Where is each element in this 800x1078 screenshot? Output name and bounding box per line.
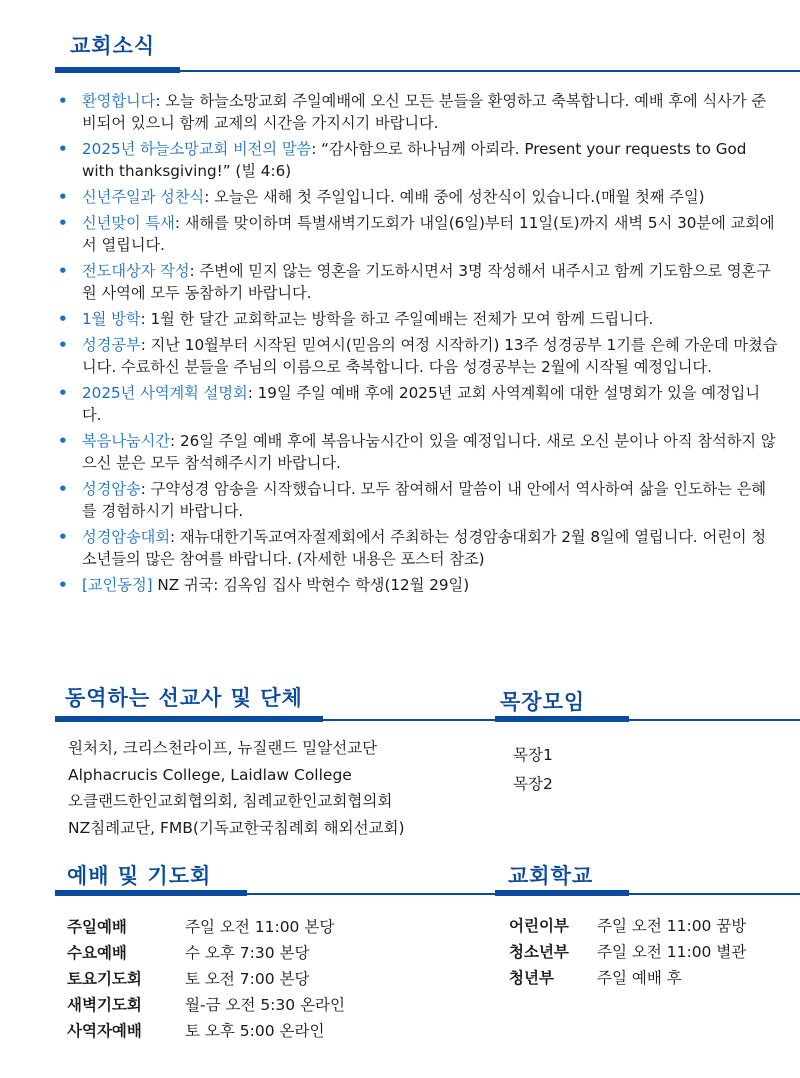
news-item-text: : 지난 10월부터 시작된 믿여시(믿음의 여정 시작하기) 13주 성경공부 1기를 은혜 가운데 마쳤습니다. 수료하신 분들을 주님의 이름으로 축복합니다. 다음 성경공부는 2월에 시작될 예정입니다. <box>82 336 778 376</box>
news-list <box>58 90 778 600</box>
news-item-heading: 복음나눔시간 <box>82 432 171 450</box>
news-item-heading: [교인동정] <box>82 576 153 594</box>
missions-rule-accent <box>55 716 323 722</box>
news-item <box>58 478 778 522</box>
worship-value: 토 오후 5:00 온라인 <box>185 1022 325 1040</box>
news-item-text: : 1월 한 달간 교회학교는 방학을 하고 주일예배는 전체가 모여 함께 드립니다. <box>140 310 654 328</box>
worship-row <box>67 966 345 992</box>
bullet-icon: • <box>58 480 68 498</box>
worship-label: 사역자예배 <box>67 1022 142 1040</box>
news-item-text: NZ 귀국: 김옥임 집사 박현수 학생(12월 29일) <box>152 576 470 594</box>
news-item <box>58 260 778 304</box>
school-title: 교회학교 <box>508 864 594 888</box>
bullet-icon: • <box>58 92 68 110</box>
cell-item: 목장2 <box>513 775 553 793</box>
school-row <box>509 965 746 991</box>
news-item-heading: 전도대상자 작성 <box>82 262 190 280</box>
worship-label: 새벽기도회 <box>67 996 142 1014</box>
school-label: 청소년부 <box>509 943 569 961</box>
mission-item: NZ침례교단, FMB(기독교한국침례회 해외선교회) <box>68 818 405 837</box>
news-item-text: : 주변에 믿지 않는 영혼을 기도하시면서 3명 작성해서 내주시고 함께 기도함으로 영혼구원 사역에 모두 동참하기 바랍니다. <box>82 262 771 302</box>
news-item-text: : 재뉴대한기독교여자절제회에서 주최하는 성경암송대회가 2월 8일에 열립니다. 어린이 청소년들의 많은 참여를 바랍니다. (자세한 내용은 포스터 참조) <box>82 528 767 568</box>
worship-label: 수요예배 <box>67 944 127 962</box>
news-item <box>58 186 778 208</box>
missions-title: 동역하는 선교사 및 단체 <box>65 686 303 710</box>
worship-schedule <box>67 914 345 1044</box>
news-item <box>58 138 778 182</box>
news-title: 교회소식 <box>70 34 156 58</box>
school-schedule <box>509 913 746 991</box>
worship-value: 수 오후 7:30 본당 <box>185 944 310 962</box>
school-value: 주일 오전 11:00 별관 <box>597 943 747 961</box>
worship-row <box>67 992 345 1018</box>
bullet-icon: • <box>58 262 68 280</box>
news-item-heading: 성경공부 <box>82 336 141 354</box>
worship-row <box>67 914 345 940</box>
news-item <box>58 574 778 596</box>
news-item <box>58 526 778 570</box>
school-row <box>509 913 746 939</box>
bullet-icon: • <box>58 310 68 328</box>
news-item <box>58 212 778 256</box>
news-item-heading: 신년주일과 성찬식 <box>82 188 205 206</box>
news-item-text: : 26일 주일 예배 후에 복음나눔시간이 있을 예정입니다. 새로 오신 분이나 아직 참석하지 않으신 분은 모두 참석해주시기 바랍니다. <box>82 432 776 472</box>
bullet-icon: • <box>58 384 68 402</box>
news-item <box>58 90 778 134</box>
news-item-text: : 오늘은 새해 첫 주일입니다. 예배 중에 성찬식이 있습니다.(매월 첫째 주일) <box>204 188 705 206</box>
worship-rule-accent <box>55 890 247 896</box>
news-item <box>58 334 778 378</box>
bullet-icon: • <box>58 528 68 546</box>
news-item <box>58 308 778 330</box>
worship-row <box>67 940 345 966</box>
worship-title: 예배 및 기도회 <box>67 864 212 888</box>
cell-item: 목장1 <box>513 746 553 764</box>
bullet-icon: • <box>58 432 68 450</box>
news-item-heading: 신년맞이 특새 <box>82 214 175 232</box>
news-item-heading: 2025년 하늘소망교회 비전의 말씀 <box>82 140 312 158</box>
cell-list <box>513 741 553 799</box>
school-value: 주일 예배 후 <box>597 969 682 987</box>
news-item-text: : “감사함으로 하나님께 아뢰라. Present your requests to God with thanksgiving!” (빌 4:6) <box>82 140 747 180</box>
news-item-heading: 성경암송 <box>82 480 141 498</box>
worship-value: 주일 오전 11:00 본당 <box>185 918 335 936</box>
school-row <box>509 939 746 965</box>
missions-list <box>68 735 405 841</box>
worship-value: 월-금 오전 5:30 온라인 <box>185 996 345 1014</box>
news-item <box>58 382 778 426</box>
news-item-text: : 오늘 하늘소망교회 주일예배에 오신 모든 분들을 환영하고 축복합니다. 예배 후에 식사가 준비되어 있으니 함께 교제의 시간을 가지시기 바랍니다. <box>82 92 767 132</box>
news-item-text: : 19일 주일 예배 후에 2025년 교회 사역계획에 대한 설명회가 있을 예정입니다. <box>82 384 761 424</box>
school-rule-accent <box>495 890 629 896</box>
news-item-heading: 2025년 사역계획 설명회 <box>82 384 248 402</box>
bullet-icon: • <box>58 214 68 232</box>
worship-row <box>67 1018 345 1044</box>
bullet-icon: • <box>58 140 68 158</box>
news-rule-accent <box>55 67 180 73</box>
mission-item: 원처치, 크리스천라이프, 뉴질랜드 밀알선교단 <box>68 739 378 757</box>
news-item <box>58 430 778 474</box>
mission-item: 오클랜드한인교회협의회, 침례교한인교회협의회 <box>68 792 393 810</box>
cell-title: 목장모임 <box>500 690 586 714</box>
worship-value: 토 오전 7:00 본당 <box>185 970 310 988</box>
mission-item: Alphacrucis College, Laidlaw College <box>68 765 352 784</box>
news-item-text: : 구약성경 암송을 시작했습니다. 모두 참여해서 말씀이 내 안에서 역사하여 삶을 인도하는 은혜를 경험하시기 바랍니다. <box>82 480 767 520</box>
bullet-icon: • <box>58 188 68 206</box>
news-item-text: : 새해를 맞이하며 특별새벽기도회가 내일(6일)부터 11일(토)까지 새벽 5시 30분에 교회에서 열립니다. <box>82 214 775 254</box>
school-value: 주일 오전 11:00 꿈방 <box>597 917 747 935</box>
worship-label: 토요기도회 <box>67 970 142 988</box>
school-label: 어린이부 <box>509 917 569 935</box>
news-item-heading: 환영합니다 <box>82 92 156 110</box>
school-label: 청년부 <box>509 969 554 987</box>
bullet-icon: • <box>58 576 68 594</box>
bullet-icon: • <box>58 336 68 354</box>
news-item-heading: 1월 방학 <box>82 310 141 328</box>
worship-label: 주일예배 <box>67 918 127 936</box>
cell-rule-accent <box>495 716 629 722</box>
news-item-heading: 성경암송대회 <box>82 528 171 546</box>
